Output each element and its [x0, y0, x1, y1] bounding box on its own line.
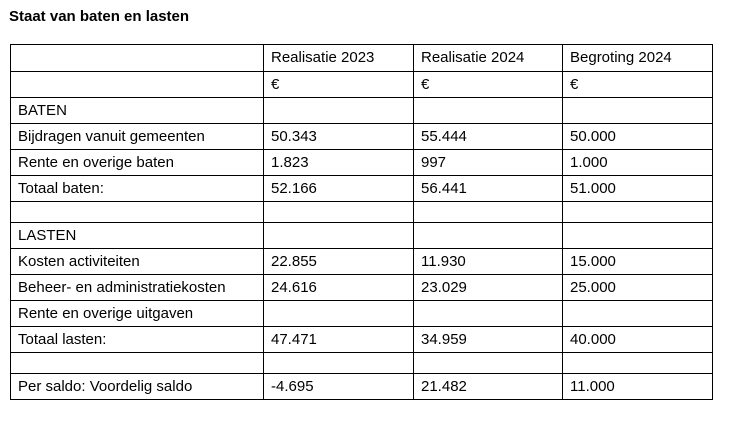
value-realisatie-2024 [414, 202, 563, 223]
value-begroting-2024 [563, 223, 713, 249]
value-begroting-2024: 15.000 [563, 249, 713, 275]
value-realisatie-2024: 11.930 [414, 249, 563, 275]
value-realisatie-2024 [414, 301, 563, 327]
value-begroting-2024: 11.000 [563, 374, 713, 400]
spacer-row [11, 202, 713, 223]
document-title: Staat van baten en lasten [9, 8, 190, 25]
row-label: Kosten activiteiten [11, 249, 264, 275]
statement-table [10, 44, 713, 400]
row-label: Rente en overige uitgaven [11, 301, 264, 327]
value-begroting-2024 [563, 98, 713, 124]
table-row-bijdragen-vanuit-gemeenten [11, 124, 713, 150]
section-label: LASTEN [11, 223, 264, 249]
value-begroting-2024: 40.000 [563, 327, 713, 353]
column-header-begroting-2024: Begroting 2024 [563, 45, 713, 72]
total-row-totaal-baten [11, 176, 713, 202]
table-row-rente-en-overige-baten [11, 150, 713, 176]
value-begroting-2024: 51.000 [563, 176, 713, 202]
value-begroting-2024: 50.000 [563, 124, 713, 150]
currency-symbol: € [264, 72, 414, 98]
row-label [11, 72, 264, 98]
currency-row [11, 72, 713, 98]
value-begroting-2024 [563, 202, 713, 223]
table-row-beheer-en-administratiekosten [11, 275, 713, 301]
column-header-row [11, 45, 713, 72]
value-realisatie-2024: 55.444 [414, 124, 563, 150]
column-header-realisatie-2024: Realisatie 2024 [414, 45, 563, 72]
value-realisatie-2023: 24.616 [264, 275, 414, 301]
value-begroting-2024 [563, 301, 713, 327]
value-begroting-2024: 1.000 [563, 150, 713, 176]
value-realisatie-2023: 52.166 [264, 176, 414, 202]
value-realisatie-2024: 34.959 [414, 327, 563, 353]
value-realisatie-2024 [414, 353, 563, 374]
row-label [11, 353, 264, 374]
value-realisatie-2024: 23.029 [414, 275, 563, 301]
row-label [11, 45, 264, 72]
section-row-baten [11, 98, 713, 124]
value-realisatie-2024: 56.441 [414, 176, 563, 202]
row-label: Totaal baten: [11, 176, 264, 202]
row-label: Totaal lasten: [11, 327, 264, 353]
row-label: Beheer- en administratiekosten [11, 275, 264, 301]
value-realisatie-2023 [264, 98, 414, 124]
spacer-row [11, 353, 713, 374]
row-label: Per saldo: Voordelig saldo [11, 374, 264, 400]
value-realisatie-2023 [264, 353, 414, 374]
section-label: BATEN [11, 98, 264, 124]
value-realisatie-2023: 47.471 [264, 327, 414, 353]
value-realisatie-2023: 50.343 [264, 124, 414, 150]
currency-symbol: € [563, 72, 713, 98]
saldo-row-per-saldo-voordelig-saldo [11, 374, 713, 400]
column-header-realisatie-2023: Realisatie 2023 [264, 45, 414, 72]
section-row-lasten [11, 223, 713, 249]
total-row-totaal-lasten [11, 327, 713, 353]
value-begroting-2024: 25.000 [563, 275, 713, 301]
row-label: Rente en overige baten [11, 150, 264, 176]
value-realisatie-2023: 22.855 [264, 249, 414, 275]
value-realisatie-2024 [414, 223, 563, 249]
value-begroting-2024 [563, 353, 713, 374]
currency-symbol: € [414, 72, 563, 98]
value-realisatie-2024: 997 [414, 150, 563, 176]
table-row-rente-en-overige-uitgaven [11, 301, 713, 327]
value-realisatie-2023: 1.823 [264, 150, 414, 176]
row-label [11, 202, 264, 223]
value-realisatie-2024: 21.482 [414, 374, 563, 400]
row-label: Bijdragen vanuit gemeenten [11, 124, 264, 150]
value-realisatie-2023: -4.695 [264, 374, 414, 400]
value-realisatie-2023 [264, 301, 414, 327]
table-row-kosten-activiteiten [11, 249, 713, 275]
value-realisatie-2024 [414, 98, 563, 124]
value-realisatie-2023 [264, 202, 414, 223]
value-realisatie-2023 [264, 223, 414, 249]
